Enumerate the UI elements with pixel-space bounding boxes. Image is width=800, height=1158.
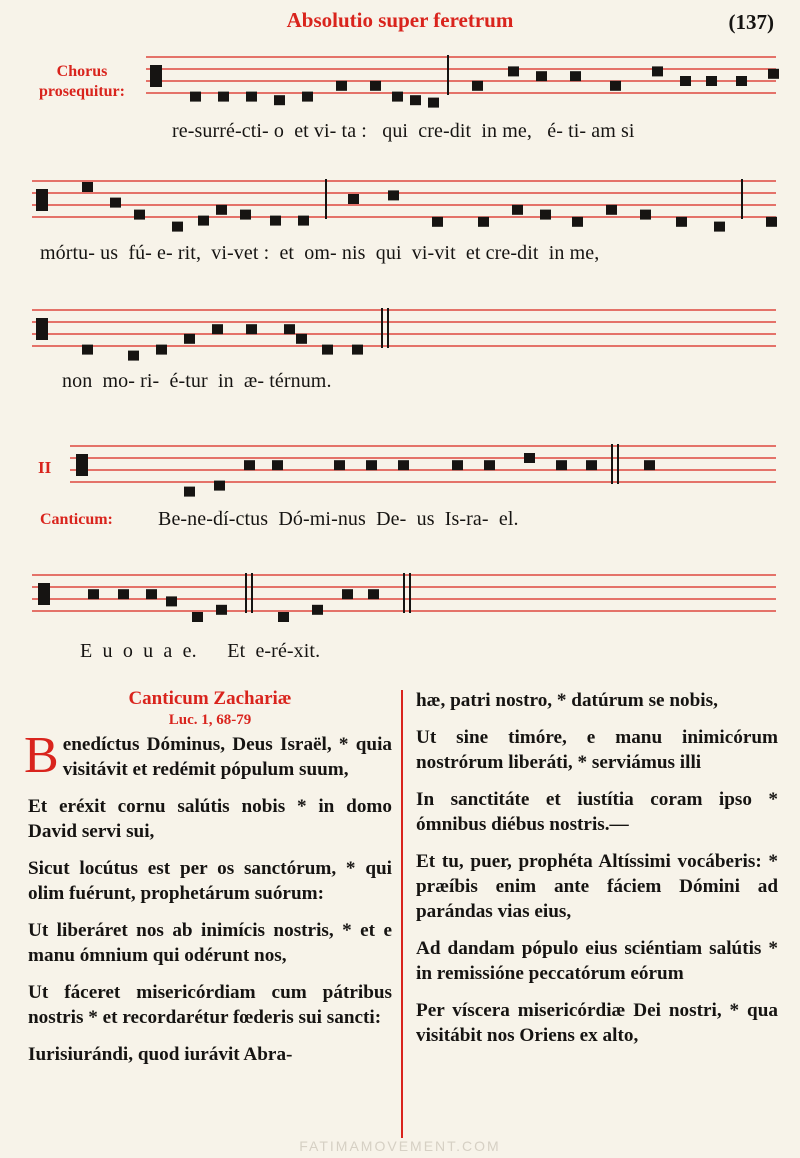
verse-7: Ut sine timóre, e manu inimicórum nostrórum liberáti, * serviámus illi [416, 727, 778, 773]
verse-3: Sicut locútus est per os sanctórum, * qui olim fuérunt, prophetárum suórum: [28, 858, 392, 904]
verse-9: Et tu, puer, prophéta Altíssimi vocáberis: * præíbis enim ante fáciem Dómini ad parándas vias eius, [416, 851, 778, 922]
canticle-left-column [24, 688, 392, 1079]
verse-4: Ut liberáret nos ab inimícis nostris, * et e manu ómnium qui odérunt nos, [28, 920, 392, 966]
lyrics-line-2: mórtu- us fú- e- rit, vi-vet : et om- nis qui vi-vit et cre-dit in me, [40, 242, 600, 264]
verse-6-cont: hæ, patri nostro, * datúrum se nobis, [416, 690, 718, 711]
verse-text: enedíctus Dóminus, Deus Israël, * quia visitávit et redémit pópulum suum, [62, 734, 392, 780]
verse-1 [24, 727, 392, 784]
page-number: (137) [728, 10, 774, 34]
chorus-label [22, 62, 142, 102]
verse-11: Per víscera misericórdiæ Dei nostri, * qua visitábit nos Oriens ex alto, [416, 1000, 778, 1046]
drop-cap: B [24, 727, 59, 784]
verse-10: Ad dandam pópulo eius sciéntiam salútis * in remissióne peccatórum eórum [416, 938, 778, 984]
watermark: FATIMAMOVEMENT.COM [299, 1138, 501, 1154]
verse-5: Ut fáceret misericórdiam cum pátribus nostris * et recordarétur fœderis sui sancti: [28, 982, 392, 1028]
chorus-label-line2: prosequitur: [39, 83, 125, 100]
mode-label: II [38, 458, 52, 477]
canticle-title: Canticum Zachariæ [128, 688, 292, 709]
canticle-right-column [416, 688, 778, 1060]
lyrics-line-4: Be-ne-dí-ctus Dó-mi-nus De- us Is-ra- el. [158, 508, 519, 530]
verse-6: Iurisiurándi, quod iurávit Abra- [28, 1044, 293, 1065]
column-divider [401, 690, 403, 1138]
canticle-section [0, 688, 800, 1148]
lyrics-line-5: E u o u a e. Et e-ré-xit. [80, 640, 321, 662]
canticle-reference: Luc. 1, 68-79 [168, 712, 252, 728]
canticum-label: Canticum: [40, 511, 113, 528]
verse-8: In sanctitáte et iustítia coram ipso * ómnibus diébus nostris.— [416, 789, 778, 835]
lyrics-line-3: non mo- ri- é-tur in æ- térnum. [62, 370, 332, 392]
chorus-label-line1: Chorus [56, 63, 108, 80]
lyrics-line-1: re-surré-cti- o et vi- ta : qui cre-dit in me, é- ti- am si [172, 120, 635, 142]
verse-2: Et eréxit cornu salútis nobis * in domo David servi sui, [28, 796, 392, 842]
page-title: Absolutio super feretrum [286, 8, 514, 32]
